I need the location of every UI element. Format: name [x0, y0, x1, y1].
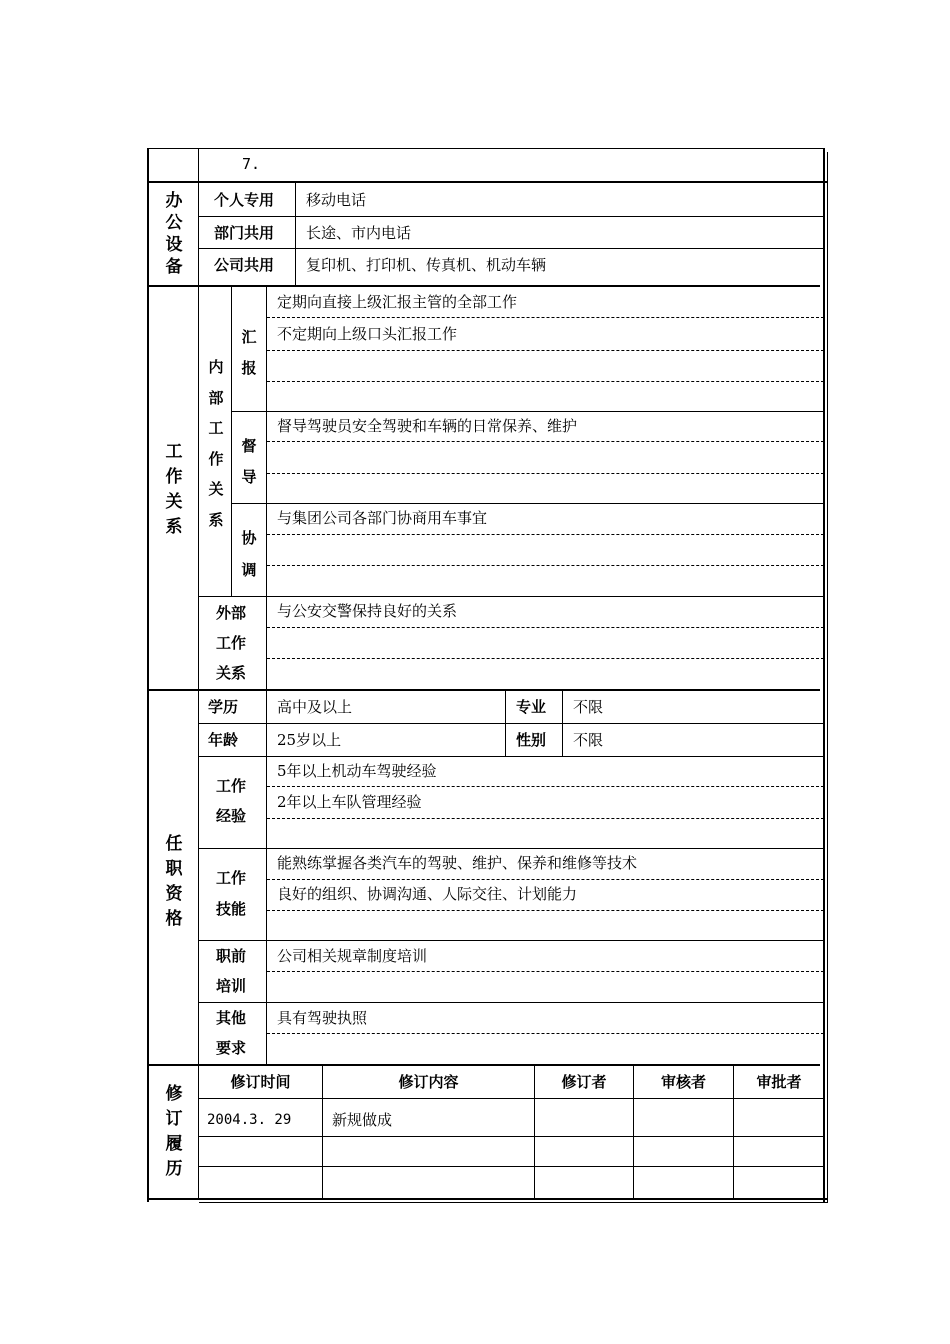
label-age: 年龄 [208, 731, 239, 749]
label-experience-2: 经验 [216, 807, 247, 825]
label-training-2: 培训 [216, 977, 247, 995]
label-training-1: 职前 [216, 947, 247, 965]
value-major: 不限 [573, 698, 604, 716]
other-line-1: 具有驾驶执照 [277, 1009, 368, 1027]
item-number: 7. [242, 155, 261, 173]
value-age: 25岁以上 [277, 731, 342, 749]
label-external-2: 工作 [216, 634, 247, 652]
revision-row-1-time: 2004.3. 29 [207, 1112, 292, 1128]
report-line-2: 不定期向上级口头汇报工作 [277, 325, 458, 343]
value-education: 高中及以上 [277, 698, 353, 716]
label-external-1: 外部 [216, 604, 247, 622]
label-external-3: 关系 [216, 664, 247, 682]
label-major: 专业 [516, 698, 547, 716]
coordinate-line-1: 与集团公司各部门协商用车事宜 [277, 509, 488, 527]
revision-row-1-content: 新规做成 [332, 1111, 393, 1129]
skills-line-2: 良好的组织、协调沟通、人际交往、计划能力 [277, 885, 578, 903]
experience-line-2: 2年以上车队管理经验 [277, 793, 422, 811]
label-coordinate: 协调 [241, 529, 257, 579]
revision-header-reviewer: 审核者 [660, 1073, 706, 1091]
label-gender: 性别 [516, 731, 547, 749]
label-skills-1: 工作 [216, 869, 247, 887]
value-department-use: 长途、市内电话 [306, 224, 412, 242]
training-line-1: 公司相关规章制度培训 [277, 947, 428, 965]
section-qualifications: 任职资格 [165, 834, 183, 929]
revision-header-time: 修订时间 [230, 1073, 291, 1091]
skills-line-1: 能熟练掌握各类汽车的驾驶、维护、保养和维修等技术 [277, 854, 638, 872]
section-revision-history: 修订履历 [165, 1084, 183, 1179]
label-other-1: 其他 [216, 1009, 247, 1027]
value-personal-use: 移动电话 [306, 191, 367, 209]
section-work-relations: 工作关系 [165, 442, 183, 537]
revision-header-reviser: 修订者 [561, 1073, 607, 1091]
label-education: 学历 [208, 698, 239, 716]
label-experience-1: 工作 [216, 777, 247, 795]
external-line-1: 与公安交警保持良好的关系 [277, 602, 458, 620]
value-company-use: 复印机、打印机、传真机、机动车辆 [306, 256, 547, 274]
label-skills-2: 技能 [216, 900, 247, 918]
label-personal-use: 个人专用 [214, 191, 275, 209]
report-line-1: 定期向直接上级汇报主管的全部工作 [277, 293, 518, 311]
revision-header-content: 修订内容 [398, 1073, 459, 1091]
label-supervise: 督导 [241, 437, 257, 486]
label-company-use: 公司共用 [214, 256, 275, 274]
label-internal-relations: 内部工作关系 [208, 358, 224, 529]
section-office-equipment: 办公设备 [165, 191, 183, 277]
label-department-use: 部门共用 [214, 224, 275, 242]
label-report: 汇报 [241, 328, 257, 377]
experience-line-1: 5年以上机动车驾驶经验 [277, 762, 437, 780]
label-other-2: 要求 [216, 1039, 247, 1057]
revision-header-approver: 审批者 [756, 1073, 802, 1091]
value-gender: 不限 [573, 731, 604, 749]
supervise-line-1: 督导驾驶员安全驾驶和车辆的日常保养、维护 [277, 417, 578, 435]
